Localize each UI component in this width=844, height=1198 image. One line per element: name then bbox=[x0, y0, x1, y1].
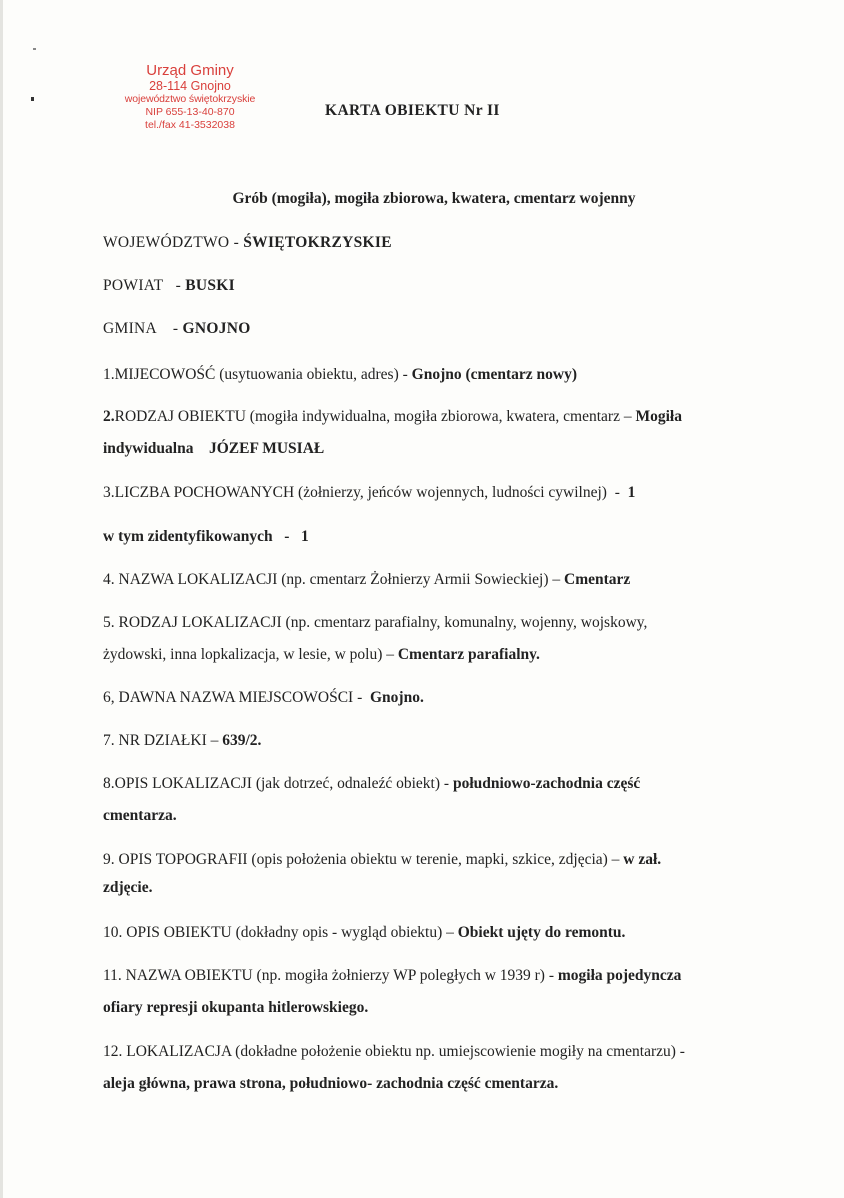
item-1 bbox=[103, 366, 577, 384]
county-label: POWIAT - bbox=[103, 277, 182, 294]
item-2-value: Mogiła bbox=[635, 408, 682, 425]
item-8-value-cont: cmentarza. bbox=[103, 807, 177, 824]
item-5-label: 5. RODZAJ LOKALIZACJI (np. cmentarz parafialny, komunalny, wojenny, wojskowy, bbox=[103, 614, 648, 631]
card-subtitle: Grób (mogiła), mogiła zbiorowa, kwatera, cmentarz wojenny bbox=[232, 190, 636, 207]
item-11-value-cont: ofiary represji okupanta hitlerowskiego. bbox=[103, 999, 369, 1016]
item-12-label: 12. LOKALIZACJA (dokładne położenie obiektu np. umiejscowienie mogiły na cmentarzu) - bbox=[103, 1043, 685, 1060]
item-1-value: Gnojno (cmentarz nowy) bbox=[411, 366, 577, 383]
voivodeship-label: WOJEWÓDZTWO - bbox=[103, 234, 240, 251]
county-row bbox=[103, 277, 235, 295]
office-stamp bbox=[96, 62, 284, 132]
item-2-continued bbox=[103, 440, 324, 458]
scan-speck bbox=[33, 48, 36, 50]
item-2-number: 2. bbox=[103, 408, 115, 425]
item-3-identified bbox=[103, 528, 309, 546]
card-title: KARTA OBIEKTU Nr II bbox=[325, 102, 500, 119]
item-6 bbox=[103, 689, 424, 707]
item-9-label: 9. OPIS TOPOGRAFII (opis położenia obiektu w terenie, mapki, szkice, zdjęcia) – bbox=[103, 851, 624, 868]
item-4-value: Cmentarz bbox=[564, 571, 631, 588]
item-3 bbox=[103, 484, 635, 502]
commune-row bbox=[103, 320, 251, 338]
item-10 bbox=[103, 924, 625, 942]
item-3-label: 3.LICZBA POCHOWANYCH (żołnierzy, jeńców wojennych, ludności cywilnej) - bbox=[103, 484, 628, 501]
stamp-voivodeship: województwo świętokrzyskie bbox=[124, 93, 256, 105]
item-2-value-name: indywidualna JÓZEF MUSIAŁ bbox=[103, 440, 325, 457]
item-3-value: 1 bbox=[627, 484, 636, 501]
item-5-continued bbox=[103, 646, 540, 664]
item-8-value: południowo-zachodnia część bbox=[452, 775, 641, 792]
item-10-label: 10. OPIS OBIEKTU (dokładny opis - wygląd obiektu) – bbox=[103, 924, 458, 941]
item-6-value: Gnojno. bbox=[370, 689, 424, 706]
voivodeship-value: ŚWIĘTOKRZYSKIE bbox=[243, 234, 392, 251]
stamp-nip: NIP 655-13-40-870 bbox=[145, 106, 235, 118]
stamp-postal-address: 28-114 Gnojno bbox=[149, 79, 231, 93]
item-5-label-cont: żydowski, inna lopkalizacja, w lesie, w polu) – bbox=[103, 646, 398, 663]
commune-value: GNOJNO bbox=[182, 320, 251, 337]
stamp-office-name: Urząd Gminy bbox=[146, 62, 234, 79]
item-8-continued bbox=[103, 807, 177, 825]
item-2 bbox=[103, 408, 682, 426]
item-1-number: 1. bbox=[103, 366, 115, 383]
item-5-value: Cmentarz parafialny. bbox=[397, 646, 540, 663]
item-9-value-cont: zdjęcie. bbox=[103, 879, 153, 896]
commune-label: GMINA - bbox=[103, 320, 179, 337]
item-7-value: 639/2. bbox=[222, 732, 262, 749]
scan-edge bbox=[0, 0, 3, 1198]
item-12-value: aleja główna, prawa strona, południowo- zachodnia część cmentarza. bbox=[103, 1075, 559, 1092]
item-10-value: Obiekt ujęty do remontu. bbox=[457, 924, 626, 941]
item-11 bbox=[103, 967, 681, 985]
item-7-label: 7. NR DZIAŁKI – bbox=[103, 732, 223, 749]
item-12 bbox=[103, 1043, 685, 1061]
item-1-label: MIJECOWOŚĆ (usytuowania obiektu, adres) - bbox=[114, 366, 412, 383]
stamp-phone: tel./fax 41-3532038 bbox=[145, 119, 235, 131]
item-6-label: 6, DAWNA NAZWA MIEJSCOWOŚCI - bbox=[103, 689, 370, 706]
item-8-label: 8.OPIS LOKALIZACJI (jak dotrzeć, odnaleźć obiekt) - bbox=[103, 775, 453, 792]
county-value: BUSKI bbox=[185, 277, 235, 294]
item-4-label: 4. NAZWA LOKALIZACJI (np. cmentarz Żołnierzy Armii Sowieckiej) – bbox=[103, 571, 565, 588]
item-5 bbox=[103, 614, 647, 632]
item-12-continued bbox=[103, 1075, 558, 1093]
scan-speck bbox=[31, 97, 34, 101]
item-9 bbox=[103, 851, 661, 869]
item-2-label: RODZAJ OBIEKTU (mogiła indywidualna, mogiła zbiorowa, kwatera, cmentarz – bbox=[114, 408, 636, 425]
voivodeship-row bbox=[103, 234, 392, 252]
item-11-continued bbox=[103, 999, 368, 1017]
item-9-value: w zał. bbox=[623, 851, 662, 868]
item-11-label: 11. NAZWA OBIEKTU (np. mogiła żołnierzy WP poległych w 1939 r) - bbox=[103, 967, 558, 984]
item-8 bbox=[103, 775, 640, 793]
item-9-continued bbox=[103, 879, 152, 897]
item-11-value: mogiła pojedyncza bbox=[557, 967, 682, 984]
item-3-identified-count: w tym zidentyfikowanych - 1 bbox=[103, 528, 309, 545]
item-7 bbox=[103, 732, 261, 750]
item-4 bbox=[103, 571, 630, 589]
